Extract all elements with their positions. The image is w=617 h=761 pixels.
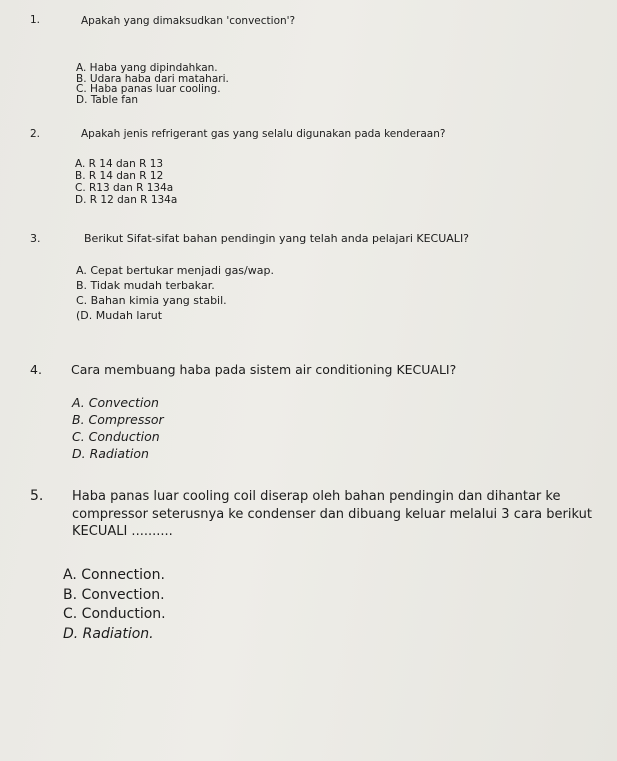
option-a: A. R 14 dan R 13	[75, 158, 164, 170]
option-b: B. Compressor	[72, 412, 164, 427]
option-b: B. R 14 dan R 12	[75, 170, 164, 182]
option-a: A. Convection	[72, 395, 159, 410]
question-number: 1.	[30, 14, 41, 26]
question-text: Berikut Sifat-sifat bahan pendingin yang telah anda pelajari KECUALI?	[84, 232, 470, 245]
option-d: D. Table fan	[76, 93, 139, 106]
option-b: B. Udara haba dari matahari.	[76, 72, 229, 85]
option-a: A. Connection.	[63, 567, 165, 583]
option-d: D. R 12 dan R 134a	[75, 194, 178, 206]
option-list	[72, 394, 164, 462]
option-list	[76, 263, 274, 323]
question-text-line: Haba panas luar cooling coil diserap oleh bahan pendingin dan dihantar ke	[72, 489, 561, 504]
option-c: C. Haba panas luar cooling.	[76, 83, 221, 95]
option-a: A. Cepat bertukar menjadi gas/wap.	[76, 264, 274, 277]
question-text-line: KECUALI ..........	[72, 524, 173, 539]
option-c: C. Conduction.	[63, 606, 166, 622]
question-text-line: compressor seterusnya ke condenser dan dibuang keluar melalui 3 cara berikut	[72, 506, 592, 522]
option-d: D. Radiation	[72, 446, 149, 461]
question-text	[72, 488, 617, 541]
option-b: B. Tidak mudah terbakar.	[76, 279, 215, 292]
question-number: 5.	[30, 488, 44, 504]
option-list	[75, 158, 177, 206]
question-number: 4.	[30, 362, 42, 377]
option-c: C. Conduction	[72, 429, 160, 444]
question-text: Cara membuang haba pada sistem air conditioning KECUALI?	[71, 362, 457, 377]
option-d: (D. Mudah larut	[76, 309, 163, 322]
option-list	[76, 63, 229, 105]
question-number: 3.	[30, 232, 41, 245]
question-text: Apakah yang dimaksudkan 'convection'?	[81, 15, 296, 27]
question-number: 2.	[30, 128, 41, 140]
option-d: D. Radiation.	[63, 625, 154, 642]
option-a: A. Haba yang dipindahkan.	[76, 62, 218, 74]
option-b: B. Convection.	[63, 586, 165, 603]
option-c: C. R13 dan R 134a	[75, 182, 174, 194]
question-text: Apakah jenis refrigerant gas yang selalu digunakan pada kenderaan?	[81, 128, 446, 140]
option-list	[63, 566, 166, 644]
option-c: C. Bahan kimia yang stabil.	[76, 294, 227, 307]
